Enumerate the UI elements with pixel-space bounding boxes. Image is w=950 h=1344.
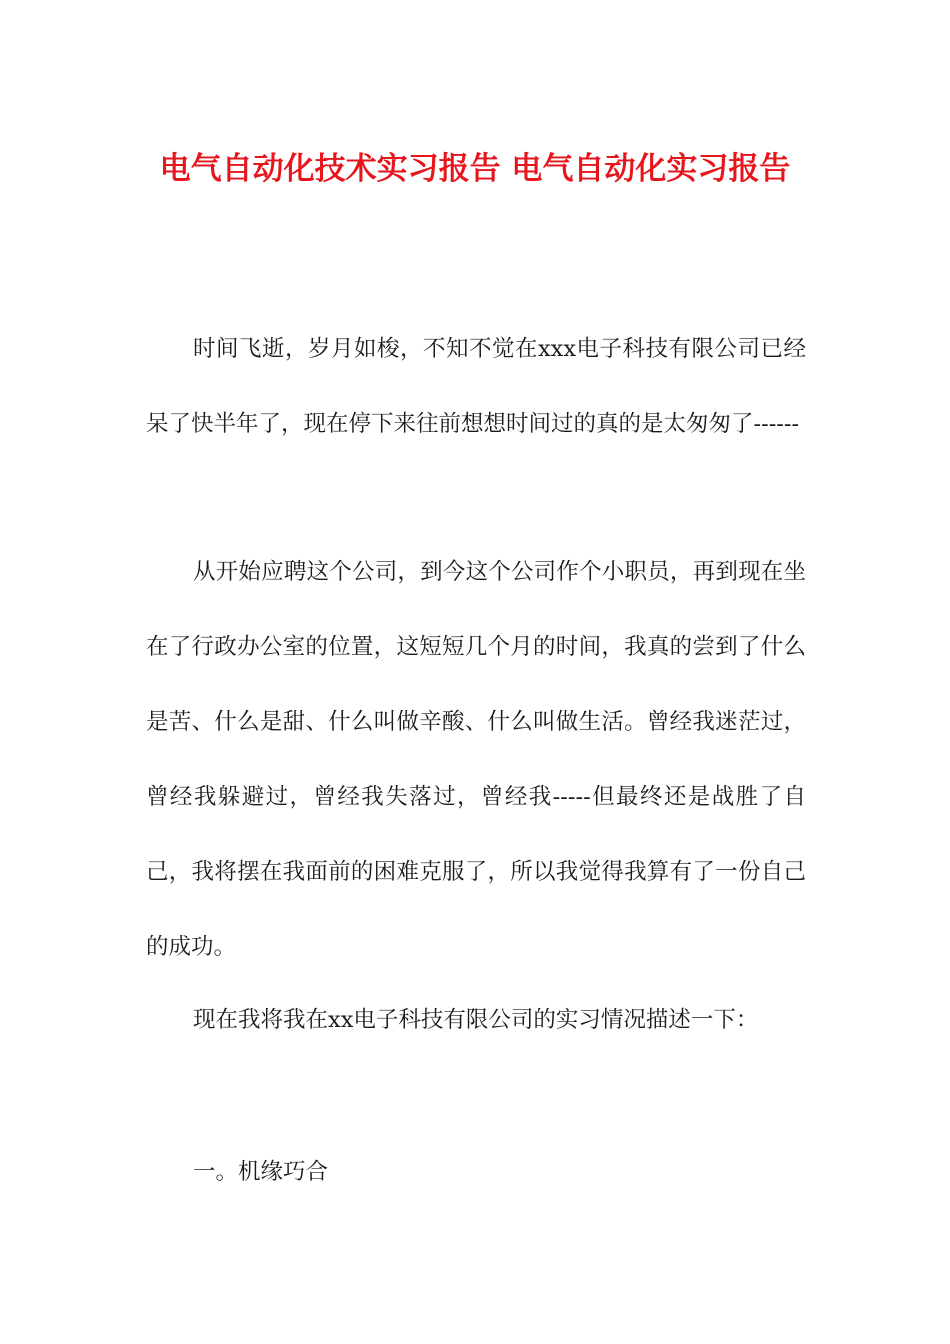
paragraph-intro: 时间飞逝，岁月如梭，不知不觉在xxx电子科技有限公司已经呆了快半年了，现在停下来往前想想时间过的真的是太匆匆了------ <box>146 336 806 437</box>
paragraph-description-lead: 现在我将我在xx电子科技有限公司的实习情况描述一下： <box>193 1007 759 1033</box>
document-title: 电气自动化技术实习报告 电气自动化实习报告 <box>159 151 791 187</box>
paragraph-experience: 从开始应聘这个公司，到今这个公司作个小职员，再到现在坐在了行政办公室的位置，这短短几个月的时间，我真的尝到了什么是苦、什么是甜、什么叫做辛酸、什么叫做生活。曾经我迷茫过，曾经我躲避过，曾经我失落过，曾经我-----但最终还是战胜了自己，我将摆在我面前的困难克服了，所以我觉得我算有了一份自己的成功。 <box>146 559 806 960</box>
section-heading: 一。机缘巧合 <box>193 1159 329 1185</box>
